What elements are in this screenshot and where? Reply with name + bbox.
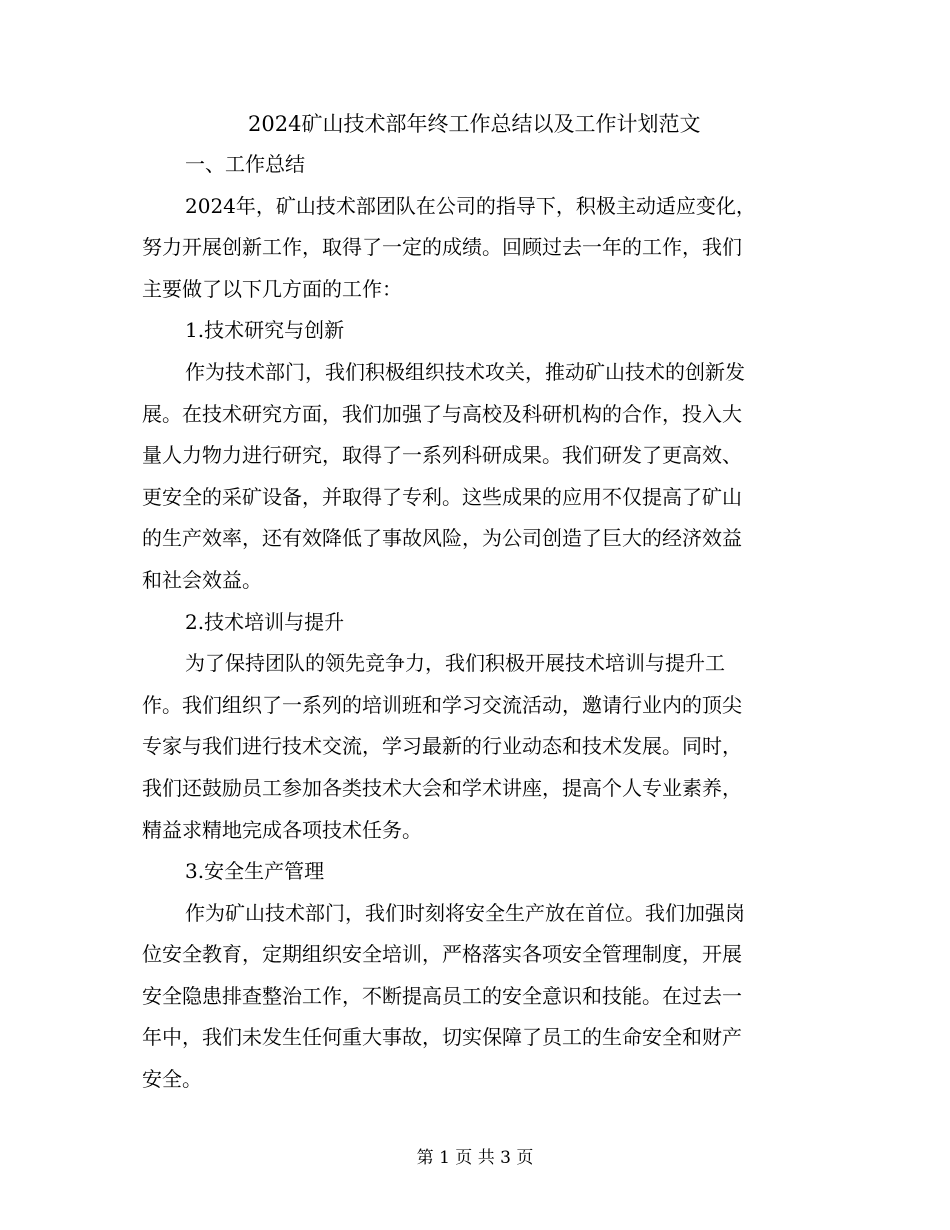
text-line: 3.安全生产管理 (185, 859, 325, 884)
text-line: 专家与我们进行技术交流，学习最新的行业动态和技术发展。同时， (142, 734, 742, 759)
text-line: 主要做了以下几方面的工作： (142, 276, 402, 301)
text-line: 1.技术研究与创新 (185, 318, 345, 343)
text-line: 2.技术培训与提升 (185, 609, 345, 634)
text-line: 安全隐患排查整治工作，不断提高员工的安全意识和技能。在过去一 (142, 983, 742, 1008)
text-line: 作为矿山技术部门，我们时刻将安全生产放在首位。我们加强岗 (185, 900, 745, 925)
text-line: 位安全教育，定期组织安全培训，严格落实各项安全管理制度，开展 (142, 942, 742, 967)
text-line: 量人力物力进行研究，取得了一系列科研成果。我们研发了更高效、 (142, 443, 742, 468)
document-body (142, 104, 806, 1101)
text-line: 我们还鼓励员工参加各类技术大会和学术讲座，提高个人专业素养， (142, 775, 742, 800)
text-line: 安全。 (142, 1067, 202, 1092)
text-line: 努力开展创新工作，取得了一定的成绩。回顾过去一年的工作，我们 (142, 235, 742, 260)
document-title: 2024矿山技术部年终工作总结以及工作计划范文 (248, 112, 701, 136)
page-footer: 第 1 页 共 3 页 (416, 1148, 534, 1168)
text-line: 2024年，矿山技术部团队在公司的指导下，积极主动适应变化， (185, 193, 756, 218)
text-line: 作。我们组织了一系列的培训班和学习交流活动，邀请行业内的顶尖 (142, 692, 742, 717)
text-line: 的生产效率，还有效降低了事故风险，为公司创造了巨大的经济效益 (142, 526, 742, 551)
text-line: 为了保持团队的领先竞争力，我们积极开展技术培训与提升工 (185, 651, 725, 676)
text-line: 精益求精地完成各项技术任务。 (142, 817, 422, 842)
paragraph-lines (142, 144, 806, 1101)
text-line: 作为技术部门，我们积极组织技术攻关，推动矿山技术的创新发 (185, 359, 745, 384)
text-line: 年中，我们未发生任何重大事故，切实保障了员工的生命安全和财产 (142, 1025, 742, 1050)
text-line: 和社会效益。 (142, 567, 262, 592)
text-line: 展。在技术研究方面，我们加强了与高校及科研机构的合作，投入大 (142, 401, 742, 426)
text-line: 更安全的采矿设备，并取得了专利。这些成果的应用不仅提高了矿山 (142, 484, 742, 509)
text-line: 一、工作总结 (185, 152, 305, 176)
